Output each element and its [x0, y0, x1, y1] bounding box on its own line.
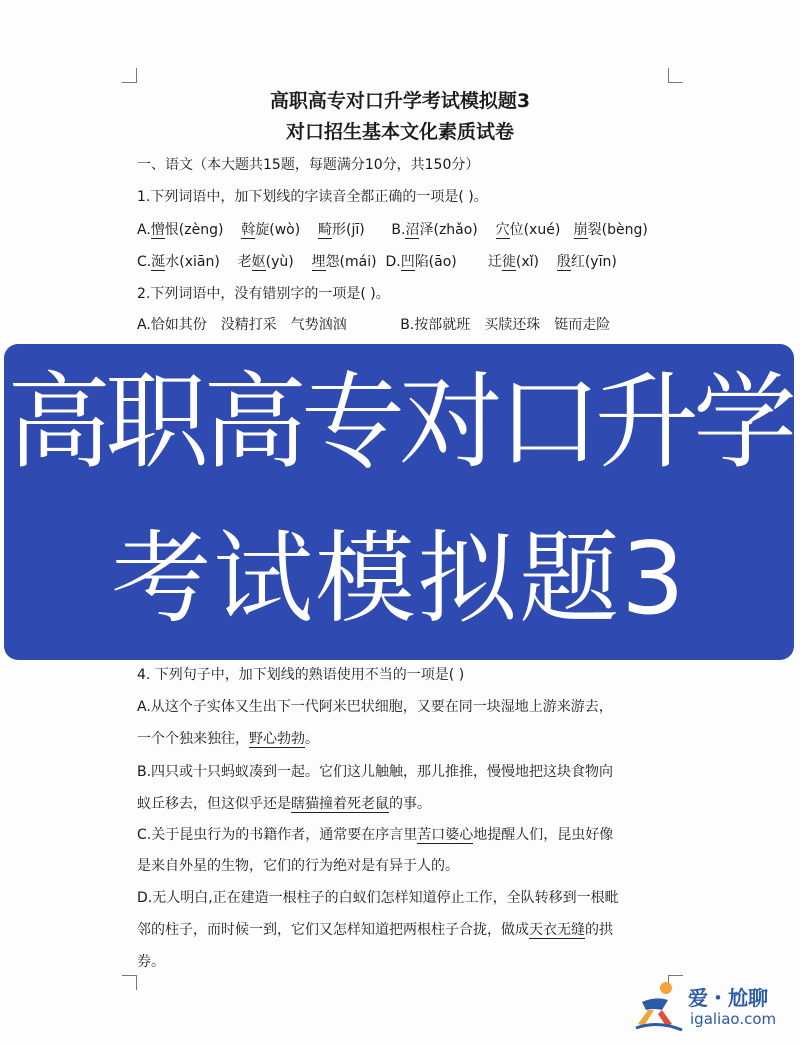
underlined-char: 妪: [251, 254, 266, 270]
underlined-char: 殷: [556, 254, 571, 270]
option-letter: C.: [137, 254, 152, 270]
option-letter: B.: [391, 222, 406, 238]
option-text: 泽(zhǎo): [419, 222, 478, 238]
option-a-line-1: A.从这个子实体又生出下一代阿米巴状细胞，又要在同一块湿地上游来游去，: [137, 699, 613, 715]
watermark-logo: [632, 980, 792, 1036]
sentence-text: 地提醒人们，昆虫好像: [473, 827, 614, 843]
option-text: 老: [237, 254, 252, 270]
watermark-url: igaliao.com: [690, 1010, 777, 1028]
crop-mark-top-left: [122, 68, 137, 83]
option-text: (xǐ): [515, 254, 540, 270]
option-letter: A.: [137, 222, 151, 238]
page-subtitle: 对口招生基本文化素质试卷: [285, 121, 514, 143]
underlined-char: 斡: [241, 222, 256, 238]
option-text: 位(xué): [509, 222, 561, 238]
option-c-line-2: 是来自外星的生物，它们的行为绝对是有异于人的。: [137, 858, 459, 874]
option-text: 形(jī): [332, 222, 365, 238]
option-letter: D.: [385, 254, 401, 270]
option-b-line-1: B.四只或十只蚂蚁凑到一起。它们这儿触触，那儿推推，慢慢地把这块食物向: [137, 764, 614, 780]
option-b-line-2: [137, 794, 431, 814]
option-a-line-2: [137, 729, 319, 749]
underlined-idiom: 苦口婆心: [417, 827, 474, 843]
option-text: 迁: [487, 254, 502, 270]
underlined-char: 沼: [405, 222, 420, 238]
underlined-char: 崩: [573, 222, 588, 238]
title-banner: [4, 344, 794, 660]
runner-icon: [632, 980, 686, 1034]
option-c-line-1: [137, 825, 613, 845]
underlined-idiom: 野心勃勃: [249, 731, 305, 747]
option-text: 水(xiān): [165, 254, 220, 270]
option-text: 恨(zèng): [164, 222, 224, 238]
underlined-char: 徙: [501, 254, 516, 270]
underlined-char: 畸: [318, 222, 333, 238]
question-1-row-2: [137, 252, 617, 272]
option-text: 裂(bèng): [587, 222, 648, 238]
underlined-char: 穴: [495, 222, 510, 238]
crop-mark-bottom-left: [122, 975, 137, 990]
crop-mark-top-right: [668, 68, 683, 83]
question-4-stem: 4. 下列句子中，加下划线的熟语使用不当的一项是( ): [137, 667, 465, 683]
section-heading: 一、语文（本大题共15题，每题满分10分，共150分）: [137, 157, 480, 173]
underlined-char: 涎: [151, 254, 166, 270]
underlined-idiom: 天衣无缝: [529, 922, 585, 938]
option-text: 旋(wò): [255, 222, 301, 238]
sentence-text: 蚁丘移去，但这似乎还是: [137, 796, 291, 812]
option-d-line-3: 券。: [137, 954, 165, 970]
option-text: 怨(mái): [325, 254, 377, 270]
banner-line-2: 考试模拟题3: [111, 520, 687, 637]
option-text: (yù): [265, 254, 294, 270]
sentence-text: 邻的柱子，而时候一到，它们又怎样知道把两根柱子合拢，做成: [137, 922, 529, 938]
underlined-char: 憎: [150, 222, 165, 238]
underlined-idiom: 瞎猫撞着死老鼠: [291, 796, 389, 812]
question-1-stem: 1.下列词语中，加下划线的字读音全都正确的一项是( )。: [137, 189, 488, 205]
underlined-char: 凹: [400, 254, 415, 270]
watermark-name: 爱・尬聊: [688, 986, 768, 1010]
question-2-stem: 2.下列词语中，没有错别字的一项是( )。: [137, 286, 390, 302]
sentence-text: 的事。: [389, 796, 431, 812]
option-d-line-2: [137, 920, 613, 940]
option-text: 陷(āo): [414, 254, 457, 270]
underlined-char: 埋: [311, 254, 326, 270]
option-text: 红(yīn): [570, 254, 617, 270]
question-2-options: [137, 315, 610, 335]
sentence-text: 的拱: [585, 922, 613, 938]
page-title: 高职高专对口升学考试模拟题3: [269, 90, 531, 112]
sentence-text: 一个个独来独往，: [137, 731, 249, 747]
sentence-text: C.关于昆虫行为的书籍作者，通常要在序言里: [137, 827, 418, 843]
banner-line-1: 高职高专对口升学: [6, 361, 791, 483]
sentence-text: 。: [305, 731, 319, 747]
option-b: B.按部就班 买牍还珠 铤而走险: [400, 317, 611, 333]
option-d-line-1: D.无人明白,正在建造一根柱子的白蚁们怎样知道停止工作，全队转移到一根毗: [137, 890, 619, 906]
question-1-row-1: [137, 220, 648, 240]
option-a: A.恰如其份 没精打采 气势汹汹: [137, 317, 347, 333]
